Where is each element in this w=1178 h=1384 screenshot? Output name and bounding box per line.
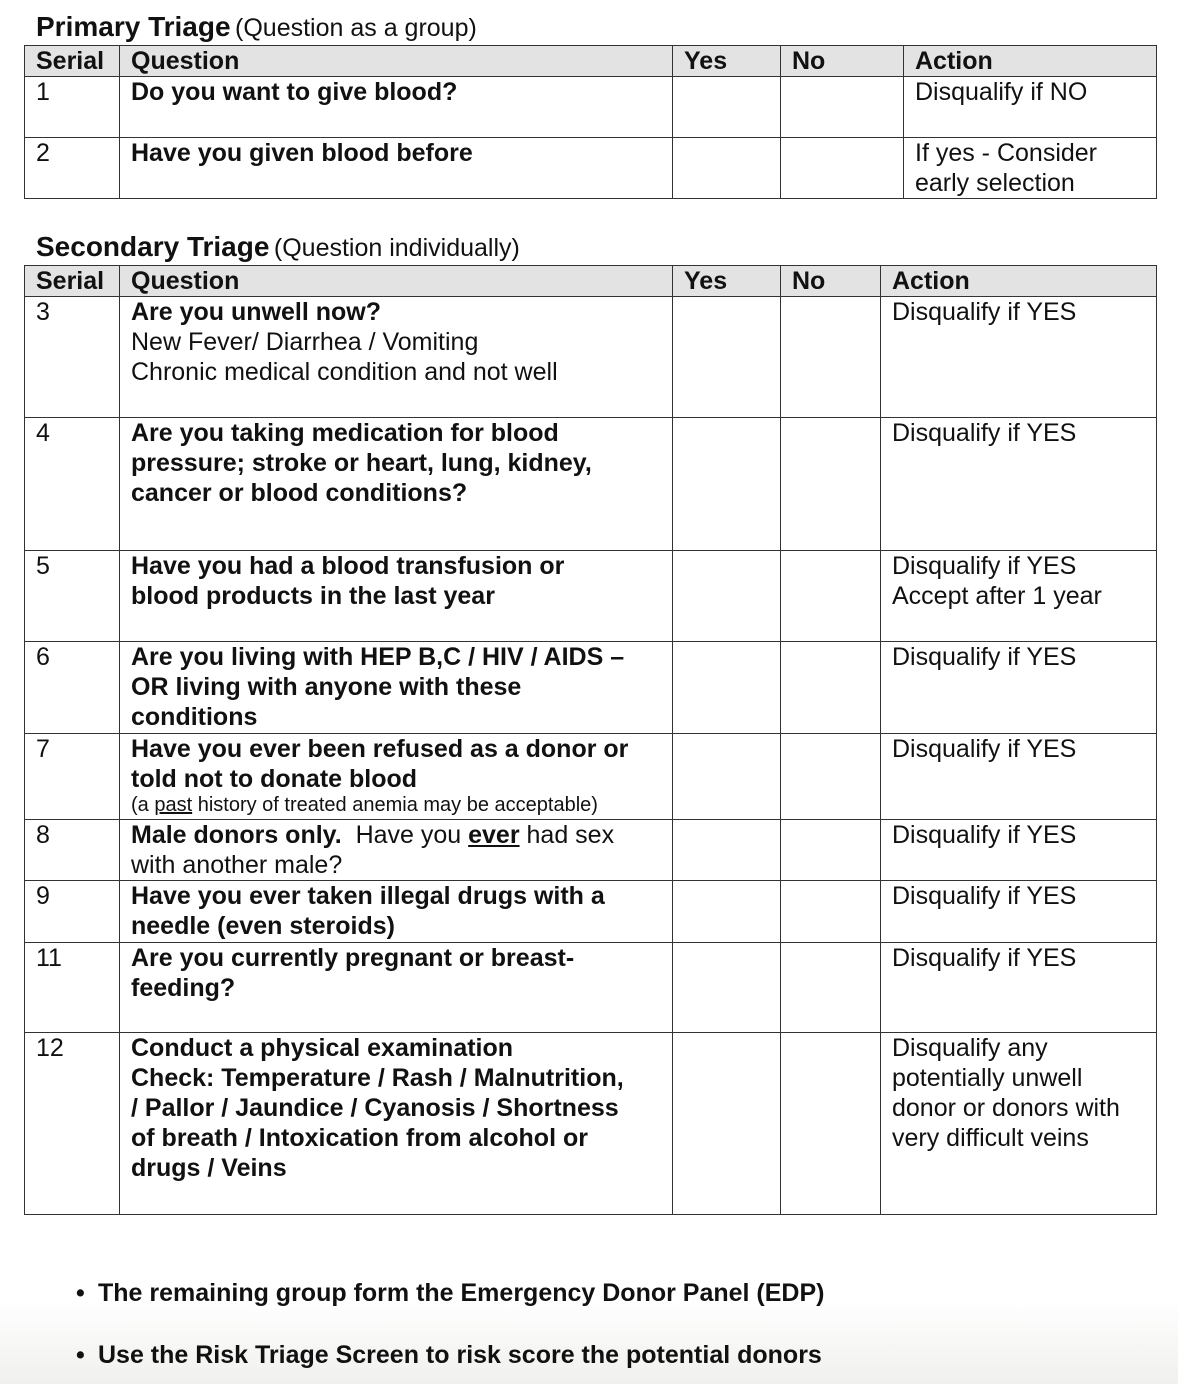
table-row bbox=[25, 734, 1157, 820]
header-action: Action bbox=[881, 266, 1157, 297]
yes-checkbox-cell[interactable] bbox=[673, 1033, 781, 1215]
yes-checkbox-cell[interactable] bbox=[673, 297, 781, 418]
question-line: feeding? bbox=[131, 974, 236, 1002]
table-row bbox=[25, 642, 1157, 734]
table-row bbox=[25, 1033, 1157, 1215]
bullet-text: Use the Risk Triage Screen to risk score the potential donors bbox=[98, 1341, 822, 1369]
action-line: Accept after 1 year bbox=[892, 582, 1102, 610]
table-row bbox=[25, 881, 1157, 943]
question-line: Conduct a physical examination bbox=[131, 1034, 514, 1062]
header-question: Question bbox=[120, 266, 673, 297]
header-serial: Serial bbox=[25, 46, 120, 77]
question-line: Have you had a blood transfusion or bbox=[131, 552, 565, 580]
question-line: pressure; stroke or heart, lung, kidney, bbox=[131, 449, 592, 477]
question-line: blood products in the last year bbox=[131, 582, 495, 610]
serial-cell: 9 bbox=[25, 881, 120, 943]
secondary-title-sub: (Question individually) bbox=[273, 234, 520, 262]
action-cell: Disqualify if YES bbox=[881, 734, 1157, 820]
table-row bbox=[25, 418, 1157, 551]
action-cell: Disqualify if YES bbox=[881, 943, 1157, 1033]
note-part: history of treated anemia may be acceptable) bbox=[192, 794, 598, 816]
question-cell bbox=[120, 551, 673, 642]
action-line: early selection bbox=[915, 169, 1075, 197]
action-cell: Disqualify if NO bbox=[904, 77, 1157, 138]
question-line: cancer or blood conditions? bbox=[131, 479, 468, 507]
question-cell bbox=[120, 1033, 673, 1215]
yes-checkbox-cell[interactable] bbox=[673, 820, 781, 881]
no-checkbox-cell[interactable] bbox=[781, 418, 881, 551]
question-part: had sex bbox=[519, 821, 615, 849]
table-header-row bbox=[25, 46, 1157, 77]
bullet-dot-icon: • bbox=[76, 1341, 85, 1369]
question-part: Have you bbox=[341, 821, 469, 849]
serial-cell: 6 bbox=[25, 642, 120, 734]
serial-cell: 1 bbox=[25, 77, 120, 138]
no-checkbox-cell[interactable] bbox=[781, 642, 881, 734]
serial-cell: 7 bbox=[25, 734, 120, 820]
serial-cell: 8 bbox=[25, 820, 120, 881]
question-cell bbox=[120, 734, 673, 820]
question-line: needle (even steroids) bbox=[131, 912, 395, 940]
action-line: donor or donors with bbox=[892, 1094, 1120, 1122]
yes-checkbox-cell[interactable] bbox=[673, 642, 781, 734]
yes-checkbox-cell[interactable] bbox=[673, 943, 781, 1033]
header-action: Action bbox=[904, 46, 1157, 77]
question-bold: Male donors only. bbox=[131, 821, 342, 849]
action-cell: Disqualify if YES bbox=[881, 881, 1157, 943]
primary-triage-table bbox=[24, 45, 1157, 199]
header-no: No bbox=[781, 46, 904, 77]
table-row bbox=[25, 77, 1157, 138]
action-cell bbox=[881, 1033, 1157, 1215]
question-line bbox=[131, 820, 661, 850]
question-line: told not to donate blood bbox=[131, 765, 418, 793]
primary-title-main: Primary Triage bbox=[36, 11, 231, 42]
table-row bbox=[25, 138, 1157, 199]
table-row bbox=[25, 943, 1157, 1033]
no-checkbox-cell[interactable] bbox=[781, 881, 881, 943]
bullet-dot-icon: • bbox=[76, 1279, 85, 1307]
no-checkbox-cell[interactable] bbox=[781, 77, 904, 138]
serial-cell: 3 bbox=[25, 297, 120, 418]
action-cell: Disqualify if YES bbox=[881, 820, 1157, 881]
no-checkbox-cell[interactable] bbox=[781, 820, 881, 881]
yes-checkbox-cell[interactable] bbox=[673, 138, 781, 199]
question-line: Have you ever been refused as a donor or bbox=[131, 735, 629, 763]
question-detail: Chronic medical condition and not well bbox=[131, 358, 558, 386]
action-line: potentially unwell bbox=[892, 1064, 1083, 1092]
action-line: Disqualify if YES bbox=[892, 552, 1077, 580]
action-cell: Disqualify if YES bbox=[881, 418, 1157, 551]
question-line: Are you unwell now? bbox=[131, 298, 382, 326]
action-cell bbox=[881, 551, 1157, 642]
yes-checkbox-cell[interactable] bbox=[673, 551, 781, 642]
no-checkbox-cell[interactable] bbox=[781, 138, 904, 199]
question-cell bbox=[120, 418, 673, 551]
serial-cell: 4 bbox=[25, 418, 120, 551]
question-cell: Do you want to give blood? bbox=[120, 77, 673, 138]
secondary-triage-title bbox=[36, 233, 520, 261]
no-checkbox-cell[interactable] bbox=[781, 943, 881, 1033]
note-part: (a bbox=[131, 794, 155, 816]
header-yes: Yes bbox=[673, 266, 781, 297]
question-line: Have you ever taken illegal drugs with a bbox=[131, 882, 605, 910]
question-cell bbox=[120, 642, 673, 734]
no-checkbox-cell[interactable] bbox=[781, 1033, 881, 1215]
question-cell bbox=[120, 943, 673, 1033]
table-header-row bbox=[25, 266, 1157, 297]
question-line: drugs / Veins bbox=[131, 1154, 287, 1182]
question-line: with another male? bbox=[131, 851, 343, 879]
no-checkbox-cell[interactable] bbox=[781, 551, 881, 642]
question-line: Are you taking medication for blood bbox=[131, 419, 559, 447]
header-question: Question bbox=[120, 46, 673, 77]
question-line: of breath / Intoxication from alcohol or bbox=[131, 1124, 588, 1152]
bullet-item bbox=[76, 1341, 822, 1370]
question-cell bbox=[120, 820, 673, 881]
question-line: OR living with anyone with these bbox=[131, 673, 522, 701]
action-cell bbox=[904, 138, 1157, 199]
action-line: very difficult veins bbox=[892, 1124, 1089, 1152]
action-line: If yes - Consider bbox=[915, 139, 1098, 167]
header-no: No bbox=[781, 266, 881, 297]
question-line: / Pallor / Jaundice / Cyanosis / Shortness bbox=[131, 1094, 619, 1122]
question-cell bbox=[120, 881, 673, 943]
yes-checkbox-cell[interactable] bbox=[673, 881, 781, 943]
yes-checkbox-cell[interactable] bbox=[673, 418, 781, 551]
action-cell: Disqualify if YES bbox=[881, 297, 1157, 418]
no-checkbox-cell[interactable] bbox=[781, 297, 881, 418]
note-emphasis: past bbox=[154, 794, 193, 816]
question-line: Check: Temperature / Rash / Malnutrition, bbox=[131, 1064, 624, 1092]
header-serial: Serial bbox=[25, 266, 120, 297]
no-checkbox-cell[interactable] bbox=[781, 734, 881, 820]
secondary-triage-table bbox=[24, 265, 1157, 1215]
primary-triage-title bbox=[36, 13, 477, 41]
serial-cell: 11 bbox=[25, 943, 120, 1033]
serial-cell: 2 bbox=[25, 138, 120, 199]
question-cell bbox=[120, 297, 673, 418]
question-emphasis: ever bbox=[468, 821, 520, 849]
question-detail: New Fever/ Diarrhea / Vomiting bbox=[131, 328, 479, 356]
question-line: Are you living with HEP B,C / HIV / AIDS – bbox=[131, 643, 625, 671]
action-line: Disqualify any bbox=[892, 1034, 1048, 1062]
primary-title-sub: (Question as a group) bbox=[235, 14, 477, 42]
yes-checkbox-cell[interactable] bbox=[673, 77, 781, 138]
question-line: conditions bbox=[131, 703, 258, 731]
secondary-title-main: Secondary Triage bbox=[36, 231, 270, 262]
question-cell: Have you given blood before bbox=[120, 138, 673, 199]
yes-checkbox-cell[interactable] bbox=[673, 734, 781, 820]
serial-cell: 5 bbox=[25, 551, 120, 642]
action-cell: Disqualify if YES bbox=[881, 642, 1157, 734]
table-row bbox=[25, 820, 1157, 881]
question-note bbox=[131, 794, 661, 816]
question-line: Are you currently pregnant or breast- bbox=[131, 944, 575, 972]
header-yes: Yes bbox=[673, 46, 781, 77]
table-row bbox=[25, 551, 1157, 642]
bullet-text: The remaining group form the Emergency Donor Panel (EDP) bbox=[98, 1279, 825, 1307]
serial-cell: 12 bbox=[25, 1033, 120, 1215]
bullet-item bbox=[76, 1279, 825, 1308]
table-row bbox=[25, 297, 1157, 418]
